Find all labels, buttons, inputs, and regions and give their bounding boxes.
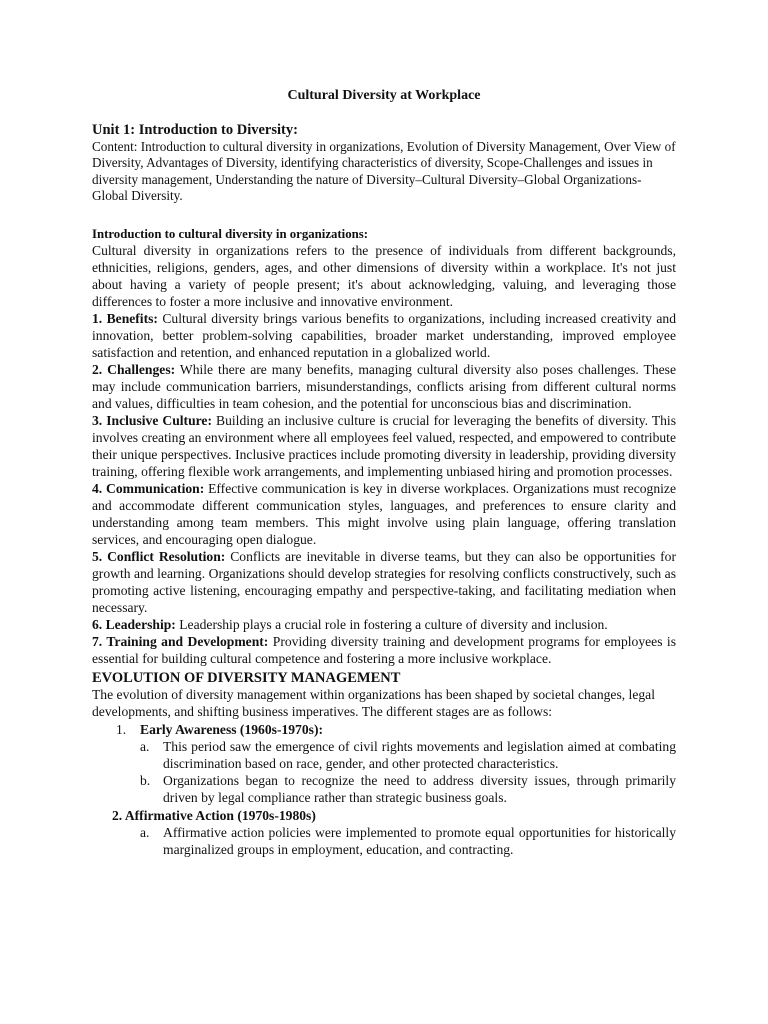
intro-heading: Introduction to cultural diversity in organizations: xyxy=(92,227,368,242)
document-body xyxy=(92,122,676,858)
point-training xyxy=(92,633,676,667)
list-text: Organizations began to recognize the need to address diversity issues, through primarily driven by legal compliance rather than strategic business goals. xyxy=(163,773,676,806)
evolution-heading: EVOLUTION OF DIVERSITY MANAGEMENT xyxy=(92,670,401,687)
point-label: 4. Communication: xyxy=(92,481,205,497)
document-title: Cultural Diversity at Workplace xyxy=(287,88,481,103)
stage-affirmative-action xyxy=(92,807,676,824)
point-challenges xyxy=(92,361,676,412)
stage-title: 2. Affirmative Action (1970s-1980s) xyxy=(112,808,316,824)
point-communication xyxy=(92,480,676,548)
point-text: Leadership plays a crucial role in fostering a culture of diversity and inclusion. xyxy=(175,617,608,633)
stage-number: 1. xyxy=(116,722,127,738)
point-label: 6. Leadership: xyxy=(92,617,176,633)
point-label: 2. Challenges: xyxy=(92,362,176,378)
list-label: a. xyxy=(140,825,150,841)
list-item xyxy=(92,738,676,772)
point-label: 7. Training and Development: xyxy=(92,634,269,650)
point-conflict-resolution xyxy=(92,548,676,616)
point-text: While there are many benefits, managing cultural diversity also poses challenges. These may include communication barriers, misunderstandings, conflicts arising from different cultural norms and values, difficulties in team cohesion, and the potential for unconscious bias and discrimination. xyxy=(92,362,676,412)
stage-title: Early Awareness (1960s-1970s): xyxy=(140,722,323,738)
unit-heading: Unit 1: Introduction to Diversity: xyxy=(92,122,298,138)
point-inclusive-culture xyxy=(92,412,676,480)
point-label: 3. Inclusive Culture: xyxy=(92,413,212,429)
point-text: Effective communication is key in diverse workplaces. Organizations must recognize and accommodate different communication styles, languages, and preferences to ensure clarity and understanding among team members. This might involve using plain language, offering translation services, and encouraging open dialogue. xyxy=(92,481,676,548)
point-label: 1. Benefits: xyxy=(92,311,158,327)
list-text: This period saw the emergence of civil rights movements and legislation aimed at combating discrimination based on race, gender, and other protected characteristics. xyxy=(163,739,676,772)
intro-paragraph: Cultural diversity in organizations refers to the presence of individuals from different backgrounds, ethnicities, religions, genders, ages, and other dimensions of diversity within a workplace. It's not just about having a variety of people present; it's about acknowledging, valuing, and leveraging those differences to foster a more inclusive and innovative environment. xyxy=(92,243,676,310)
point-text: Cultural diversity brings various benefits to organizations, including increased creativity and innovation, better problem-solving capabilities, broader market understanding, improved employee satisfaction and retention, and enhanced reputation in a globalized world. xyxy=(92,311,677,361)
evolution-intro: The evolution of diversity management within organizations has been shaped by societal changes, legal developments, and shifting business imperatives. The different stages are as follows: xyxy=(92,687,655,719)
stage-early-awareness xyxy=(92,721,676,738)
point-benefits xyxy=(92,310,676,361)
point-text: Building an inclusive culture is crucial for leveraging the benefits of diversity. This involves creating an environment where all employees feel valued, respected, and empowered to contribute their unique perspectives. Inclusive practices include promoting diversity in leadership, providing diversity training, offering flexible work arrangements, and implementing unbiased hiring and promotion processes. xyxy=(92,413,677,480)
unit-content: Content: Introduction to cultural diversity in organizations, Evolution of Diversity Management, Over View of Diversity, Advantages of Diversity, identifying characteristics of diversity, Scope-Challenges and issues in diversity management, Understanding the nature of Diversity–Cultural Diversity–Global Organizations-Global Diversity. xyxy=(92,139,676,203)
list-label: a. xyxy=(140,739,150,755)
list-label: b. xyxy=(140,773,151,789)
list-item xyxy=(92,772,676,806)
point-text: Conflicts are inevitable in diverse teams, but they can also be opportunities for growth and learning. Organizations should develop strategies for resolving conflicts constructively, such as promoting active listening, encouraging empathy and perspective-taking, and facilitating mediation when necessary. xyxy=(92,549,676,616)
point-text: Providing diversity training and development programs for employees is essential for building cultural competence and fostering a more inclusive workplace. xyxy=(92,634,676,667)
point-leadership xyxy=(92,616,676,633)
list-item xyxy=(92,824,676,858)
list-text: Affirmative action policies were implemented to promote equal opportunities for historically marginalized groups in employment, education, and contracting. xyxy=(163,825,676,858)
point-label: 5. Conflict Resolution: xyxy=(92,549,226,565)
